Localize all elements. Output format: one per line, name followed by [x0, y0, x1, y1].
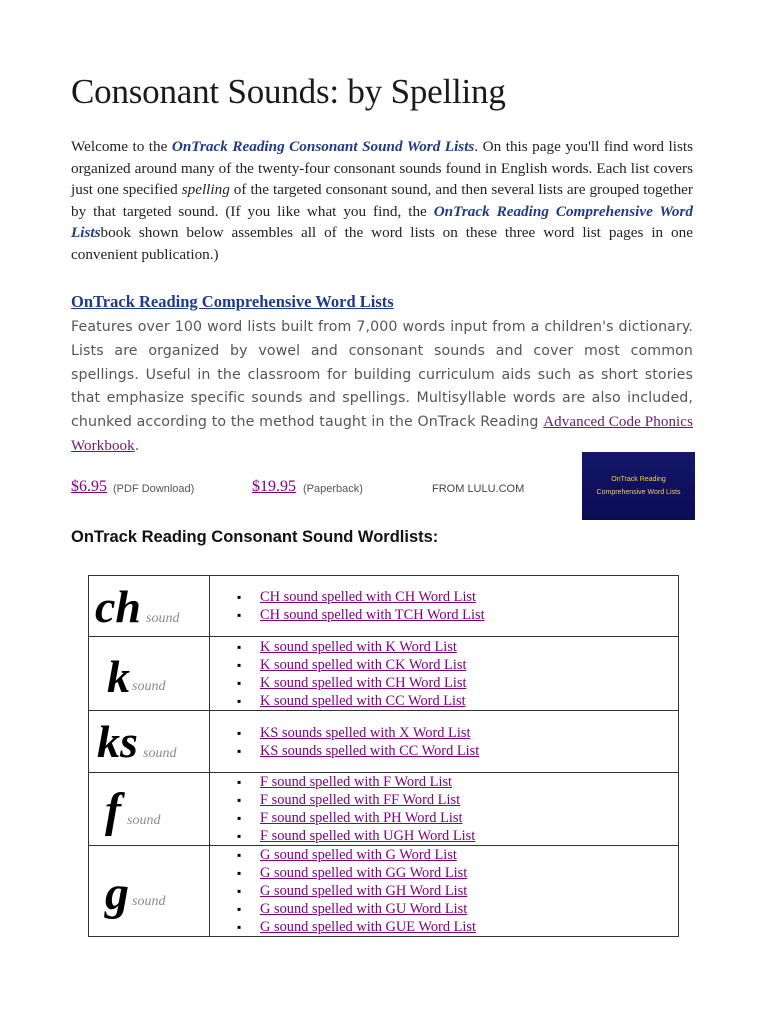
book-cover-image[interactable] [582, 452, 695, 520]
list-item [210, 846, 678, 864]
cover-line-2: Comprehensive Word Lists [596, 489, 681, 496]
list-item [210, 588, 678, 606]
table-row [89, 637, 679, 711]
word-list-link[interactable]: CH sound spelled with TCH Word List [260, 607, 485, 623]
book-title-link[interactable]: OnTrack Reading Comprehensive Word Lists [71, 292, 394, 311]
word-list-link[interactable]: G sound spelled with GUE Word List [260, 919, 477, 935]
sound-symbol-cell [89, 773, 210, 846]
word-list-link[interactable]: F sound spelled with PH Word List [260, 810, 463, 826]
intro-text-2: . On this page you'll find word lists organized around many of the twenty-four consonant sounds found in English words. Each list covers just one specified [71, 138, 694, 199]
word-list-link[interactable]: G sound spelled with G Word List [260, 847, 457, 863]
word-list-link[interactable]: K sound spelled with CC Word List [260, 692, 466, 709]
word-list-link[interactable]: G sound spelled with GH Word List [260, 883, 468, 899]
word-list-link[interactable]: F sound spelled with UGH Word List [260, 828, 476, 844]
word-list-cell [210, 576, 679, 637]
price-row [71, 478, 571, 502]
word-list-link[interactable]: G sound spelled with GU Word List [260, 901, 468, 917]
intro-book-name: OnTrack Reading Comprehensive Word Lists [71, 202, 693, 242]
sound-symbol-cell [89, 637, 210, 711]
sound-symbol-cell [89, 846, 210, 937]
list-item [210, 827, 678, 845]
list-item [210, 724, 678, 742]
sound-symbol-cell [89, 711, 210, 773]
sound-table [88, 575, 679, 937]
word-list-link[interactable]: K sound spelled with CK Word List [260, 656, 467, 673]
intro-paragraph [71, 136, 693, 266]
word-list [210, 773, 678, 845]
word-list-link[interactable]: F sound spelled with FF Word List [260, 792, 461, 808]
table-row [89, 846, 679, 937]
page-title: Consonant Sounds: by Spelling [71, 72, 506, 111]
table-row [89, 773, 679, 846]
list-item [210, 674, 678, 692]
intro-text-3: of the targeted consonant sound, and then several lists are grouped together by that targeted sound. (If you like what you find, the [71, 181, 693, 220]
table-row [89, 711, 679, 773]
word-list-link[interactable]: K sound spelled with K Word List [260, 638, 457, 655]
sound-label: sound [132, 679, 166, 694]
word-list [210, 846, 678, 936]
word-list [210, 638, 678, 710]
sound-glyph: g [105, 867, 129, 920]
list-item [210, 864, 678, 882]
intro-text-1: Welcome to the [71, 138, 172, 155]
word-list-cell [210, 637, 679, 711]
word-list-link[interactable]: KS sounds spelled with X Word List [260, 724, 471, 741]
word-list-link[interactable]: F sound spelled with F Word List [260, 774, 453, 790]
word-list-link[interactable]: G sound spelled with GG Word List [260, 865, 468, 881]
list-item [210, 900, 678, 918]
word-list-cell [210, 846, 679, 937]
sound-glyph: ch [95, 581, 141, 632]
sound-label: sound [132, 894, 166, 909]
word-list-link[interactable]: CH sound spelled with CH Word List [260, 589, 477, 605]
table-row [89, 576, 679, 637]
word-list [210, 588, 678, 624]
seller-note: FROM LULU.COM [432, 483, 525, 495]
paperback-price-link[interactable]: $19.95 [252, 478, 296, 495]
intro-spelling-emphasis: spelling [181, 181, 230, 199]
wordlists-heading: OnTrack Reading Consonant Sound Wordlists: [71, 528, 439, 546]
sound-label: sound [146, 611, 180, 626]
workbook-link[interactable]: Advanced Code Phonics Workbook [71, 414, 694, 454]
word-list-link[interactable]: K sound spelled with CH Word List [260, 674, 467, 691]
intro-brand-name: OnTrack Reading Consonant Sound Word Lists [171, 138, 475, 155]
pdf-price-link[interactable]: $6.95 [71, 478, 107, 495]
pdf-price-note: (PDF Download) [113, 483, 195, 495]
sound-glyph: ks [97, 716, 138, 767]
list-item [210, 606, 678, 624]
sound-symbol-cell [89, 576, 210, 637]
book-description-text: Features over 100 word lists built from 7,000 words input from a children's dictionary. Lists are organized by vowel and consonant sounds and cover most common spellings. Useful in the classroom for building curriculum aids such as short stories that emphasize specific sounds and spellings. Multisyllable words are also included, chunked according to the method taught in the OnTrack Reading [71, 319, 693, 431]
book-description [71, 316, 693, 459]
intro-text-4: book shown below assembles all of the word lists on these three word list pages in one convenient publication.) [71, 224, 693, 263]
list-item [210, 773, 678, 791]
list-item [210, 742, 678, 760]
list-item [210, 918, 678, 936]
paperback-price-note: (Paperback) [303, 483, 363, 495]
sound-label: sound [127, 813, 161, 828]
list-item [210, 692, 678, 710]
cover-line-1: OnTrack Reading [611, 476, 666, 483]
sound-glyph: f [105, 784, 121, 837]
word-list-cell [210, 711, 679, 773]
list-item [210, 809, 678, 827]
word-list [210, 724, 678, 760]
sound-glyph: k [107, 651, 130, 702]
list-item [210, 638, 678, 656]
word-list-cell [210, 773, 679, 846]
word-list-link[interactable]: KS sounds spelled with CC Word List [260, 742, 480, 759]
book-description-end: . [134, 437, 140, 454]
list-item [210, 656, 678, 674]
sound-label: sound [143, 746, 177, 761]
list-item [210, 791, 678, 809]
list-item [210, 882, 678, 900]
